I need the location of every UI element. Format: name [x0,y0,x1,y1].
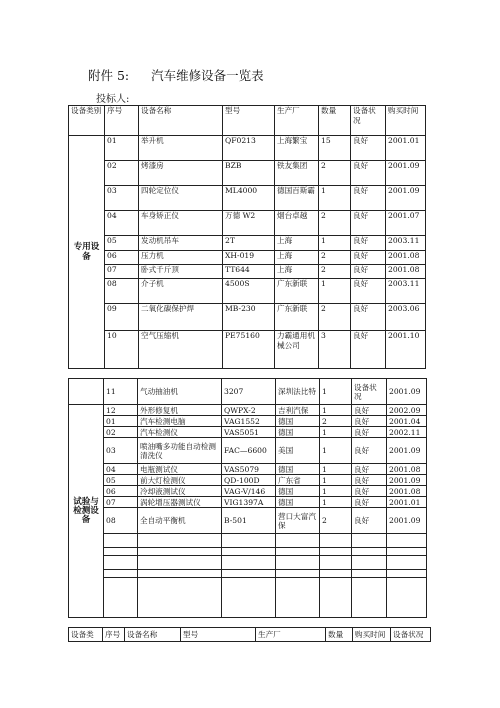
empty-cell [352,578,387,618]
table-cell: 举升机 [139,136,223,161]
table-cell: 汽车检测仪 [138,427,222,438]
table-cell: 03 [104,438,138,464]
empty-cell [320,570,352,578]
table-cell: 良好 [351,136,386,161]
table-cell: ML4000 [223,186,275,211]
table-cell: 2001.08 [387,486,427,497]
table-cell: 03 [105,186,139,211]
header-cell: 设备状况 [391,628,431,642]
table-cell: XH-019 [223,251,275,265]
table-cell: BZB [223,161,275,186]
header-cell: 设备类 [69,628,103,642]
table-cell: 2003.06 [386,304,426,331]
table-header-row [69,106,426,136]
table-row [69,475,427,486]
table-cell: 11 [104,379,138,405]
table-cell: QF0213 [223,136,275,161]
table-cell: 上海 [275,265,319,279]
table-cell: 2001.04 [387,416,427,427]
table-cell: 2 [319,211,351,236]
table-title: 汽车维修设备一览表 [151,68,264,83]
empty-cell [138,548,222,556]
empty-cell [104,556,138,570]
table-cell: 涡轮增压器测试仪 [138,497,222,508]
header-cell: 型号 [181,628,256,642]
table-cell: 德国 [276,416,320,427]
table-cell: 良好 [352,475,387,486]
empty-cell [352,570,387,578]
table-row [69,486,427,497]
table-cell: 力霸通用机械公司 [275,331,319,369]
table-cell: 良好 [352,464,387,475]
empty-cell [387,534,427,548]
table-cell: 卧式千斤顶 [139,265,223,279]
empty-cell [320,548,352,556]
header-cell: 设备类别 [69,106,105,136]
header-cell: 设备名称 [125,628,181,642]
table-cell: 喷油嘴多功能自动检测清洗仪 [138,438,222,464]
equipment-table-testing [68,378,427,618]
empty-cell [104,548,138,556]
table-cell: QD-100D [222,475,276,486]
table-cell: 美国 [276,438,320,464]
table-cell: 良好 [351,265,386,279]
header-cell: 生产厂 [275,106,319,136]
table-row-empty [69,578,427,618]
table-cell: 1 [320,438,352,464]
table-cell: 2003.11 [386,236,426,251]
empty-cell [276,578,320,618]
table-cell: 前大灯检测仪 [138,475,222,486]
empty-cell [138,578,222,618]
table-cell: 2002.09 [387,405,427,416]
table-cell: B-501 [222,508,276,534]
table-cell: VAS5079 [222,464,276,475]
table-cell: 良好 [351,211,386,236]
table-row-empty [69,556,427,570]
empty-cell [387,556,427,570]
table-cell: VAG1552 [222,416,276,427]
footer-header-row [69,628,431,642]
table-cell: 深圳法比特 [276,379,320,405]
table-row [69,438,427,464]
table-row-empty [69,570,427,578]
table-cell: 德国 [276,464,320,475]
table-cell: 2001.09 [387,379,427,405]
table-row [69,416,427,427]
table-row [69,186,426,211]
table-cell: 良好 [351,331,386,369]
empty-cell [276,534,320,548]
table-cell: VIG1397A [222,497,276,508]
table-cell: 4500S [223,279,275,304]
table-cell: 良好 [351,251,386,265]
table-cell: 2 [319,251,351,265]
table-cell: 四轮定位仪 [139,186,223,211]
table-cell: 2 [320,508,352,534]
table-cell: 3207 [222,379,276,405]
empty-cell [276,556,320,570]
empty-cell [320,556,352,570]
table-cell: 1 [320,464,352,475]
table-cell: 良好 [351,279,386,304]
table-cell: 德国 [276,486,320,497]
table-row [69,265,426,279]
table-cell: 2T [223,236,275,251]
table-cell: 良好 [352,497,387,508]
header-cell: 型号 [223,106,275,136]
table-row [69,279,426,304]
table-cell: 1 [320,475,352,486]
table-cell: 二氧化碳保护焊 [139,304,223,331]
table-cell: 2 [319,161,351,186]
table-cell: 上海 [275,251,319,265]
table-cell: 良好 [352,438,387,464]
table-cell: 1 [319,236,351,251]
table-row [69,211,426,236]
table-cell: 全自动平衡机 [138,508,222,534]
header-cell: 数量 [319,106,351,136]
table-cell: 良好 [352,427,387,438]
table-cell: 广东省 [276,475,320,486]
header-cell: 生产厂 [256,628,326,642]
table-cell: 铁友集团 [275,161,319,186]
table-cell: 1 [320,427,352,438]
table-cell: 2001.09 [387,438,427,464]
table-cell: 良好 [351,304,386,331]
header-cell: 设备状况 [351,106,386,136]
header-cell: 序号 [103,628,125,642]
header-cell: 序号 [105,106,139,136]
table-cell: 烤漆房 [139,161,223,186]
table-cell: 2001.08 [386,251,426,265]
table-cell: 空气压缩机 [139,331,223,369]
table-cell: 良好 [352,416,387,427]
category-cell: 试验与检测设备 [69,405,104,618]
empty-cell [138,570,222,578]
empty-cell [104,534,138,548]
table-cell: FAC—6600 [222,438,276,464]
table-cell: 01 [104,416,138,427]
table-row [69,236,426,251]
table-cell: 10 [105,331,139,369]
table-row-empty [69,534,427,548]
table-cell: 2001.08 [387,464,427,475]
table-cell: 德国 [276,427,320,438]
table-cell: 良好 [352,508,387,534]
table-row [69,427,427,438]
table-row [69,497,427,508]
table-cell: 07 [104,497,138,508]
bidder-label: 投标人: [96,94,130,105]
table-cell: 良好 [352,486,387,497]
footer-header-table [68,627,431,642]
empty-cell [352,548,387,556]
table-cell: 2 [319,304,351,331]
table-cell: 德国 [276,497,320,508]
table-cell: 1 [320,379,352,405]
empty-cell [222,570,276,578]
table-cell: 2 [320,416,352,427]
table-cell: 介子机 [139,279,223,304]
table-cell: PE75160 [223,331,275,369]
attachment-label: 附件 5: [88,68,130,83]
table-cell: 良好 [351,186,386,211]
table-row [69,464,427,475]
table-cell: 1 [319,279,351,304]
table-cell: 良好 [351,161,386,186]
table-cell: 气动抽油机 [138,379,222,405]
table-cell: 04 [104,464,138,475]
empty-cell [222,578,276,618]
empty-cell [387,578,427,618]
table-cell: 1 [320,405,352,416]
table-cell: 吉利汽保 [276,405,320,416]
table-cell: 冷却液测试仪 [138,486,222,497]
table-cell: 1 [319,186,351,211]
header-cell: 数量 [326,628,353,642]
table-cell: QWPX-2 [222,405,276,416]
table-cell: 2001.07 [386,211,426,236]
empty-cell [352,534,387,548]
table-cell: 15 [319,136,351,161]
table-cell: 德国百斯霸 [275,186,319,211]
table-cell: 06 [104,486,138,497]
table-cell: 万德 W2 [223,211,275,236]
table-cell: 2001.09 [386,186,426,211]
table-cell: 汽车检测电脑 [138,416,222,427]
table-row [69,136,426,161]
table-cell: 08 [105,279,139,304]
table-cell: 3 [319,331,351,369]
table-cell: 1 [320,497,352,508]
table-cell: 08 [104,508,138,534]
table-cell: VAG-V/146 [222,486,276,497]
table-cell: 上海 [275,236,319,251]
empty-cell [222,556,276,570]
empty-cell [387,548,427,556]
header-cell: 设备名称 [139,106,223,136]
header-cell: 购买时间 [353,628,391,642]
table-cell: 电瓶测试仪 [138,464,222,475]
table-cell: 良好 [351,236,386,251]
table-cell: 2001.09 [386,161,426,186]
table-cell: 05 [104,475,138,486]
table-cell: 外形修复机 [138,405,222,416]
table-cell: 营口大富汽保 [276,508,320,534]
table-cell: 2 [319,265,351,279]
table-cell: TT644 [223,265,275,279]
empty-cell [276,548,320,556]
table-cell: 05 [105,236,139,251]
table-cell: 2001.01 [387,497,427,508]
table-cell: 02 [104,427,138,438]
table-cell: 2002.11 [387,427,427,438]
table-cell: 06 [105,251,139,265]
table-cell: 2001.09 [387,475,427,486]
empty-cell [104,578,138,618]
table-cell: 广东新联 [275,279,319,304]
page-title [88,66,264,84]
category-cell: 专用设备 [69,136,105,369]
table-cell: 上海繁宝 [275,136,319,161]
empty-cell [387,570,427,578]
empty-cell [276,570,320,578]
table-cell: 1 [320,486,352,497]
table-row [69,331,426,369]
table-cell: 09 [105,304,139,331]
table-cell: 2001.10 [386,331,426,369]
empty-cell [352,556,387,570]
empty-cell [138,534,222,548]
table-cell: 良好 [352,405,387,416]
empty-cell [138,556,222,570]
table-cell: 04 [105,211,139,236]
table-cell: 车身矫正仪 [139,211,223,236]
table-row [69,508,427,534]
table-cell: 07 [105,265,139,279]
table-cell: 2001.01 [386,136,426,161]
table-row [69,304,426,331]
table-cell: 设备状况 [352,379,387,405]
table-cell: 发动机吊车 [139,236,223,251]
table-cell: 广东新联 [275,304,319,331]
table-row [69,251,426,265]
table-row [69,405,427,416]
table-cell: 2001.08 [386,265,426,279]
table-cell: 压力机 [139,251,223,265]
empty-cell [69,379,104,405]
table-row [69,161,426,186]
empty-cell [222,548,276,556]
table-row [69,379,427,405]
table-cell: 01 [105,136,139,161]
empty-cell [320,534,352,548]
table-row-empty [69,548,427,556]
empty-cell [222,534,276,548]
header-cell: 购买时间 [386,106,426,136]
table-cell: 12 [104,405,138,416]
empty-cell [104,570,138,578]
table-cell: MB-230 [223,304,275,331]
table-cell: 2001.09 [387,508,427,534]
table-cell: 烟台卓越 [275,211,319,236]
empty-cell [320,578,352,618]
table-cell: 02 [105,161,139,186]
table-cell: 2003.11 [386,279,426,304]
equipment-table-special [68,105,426,369]
table-cell: VAS5051 [222,427,276,438]
